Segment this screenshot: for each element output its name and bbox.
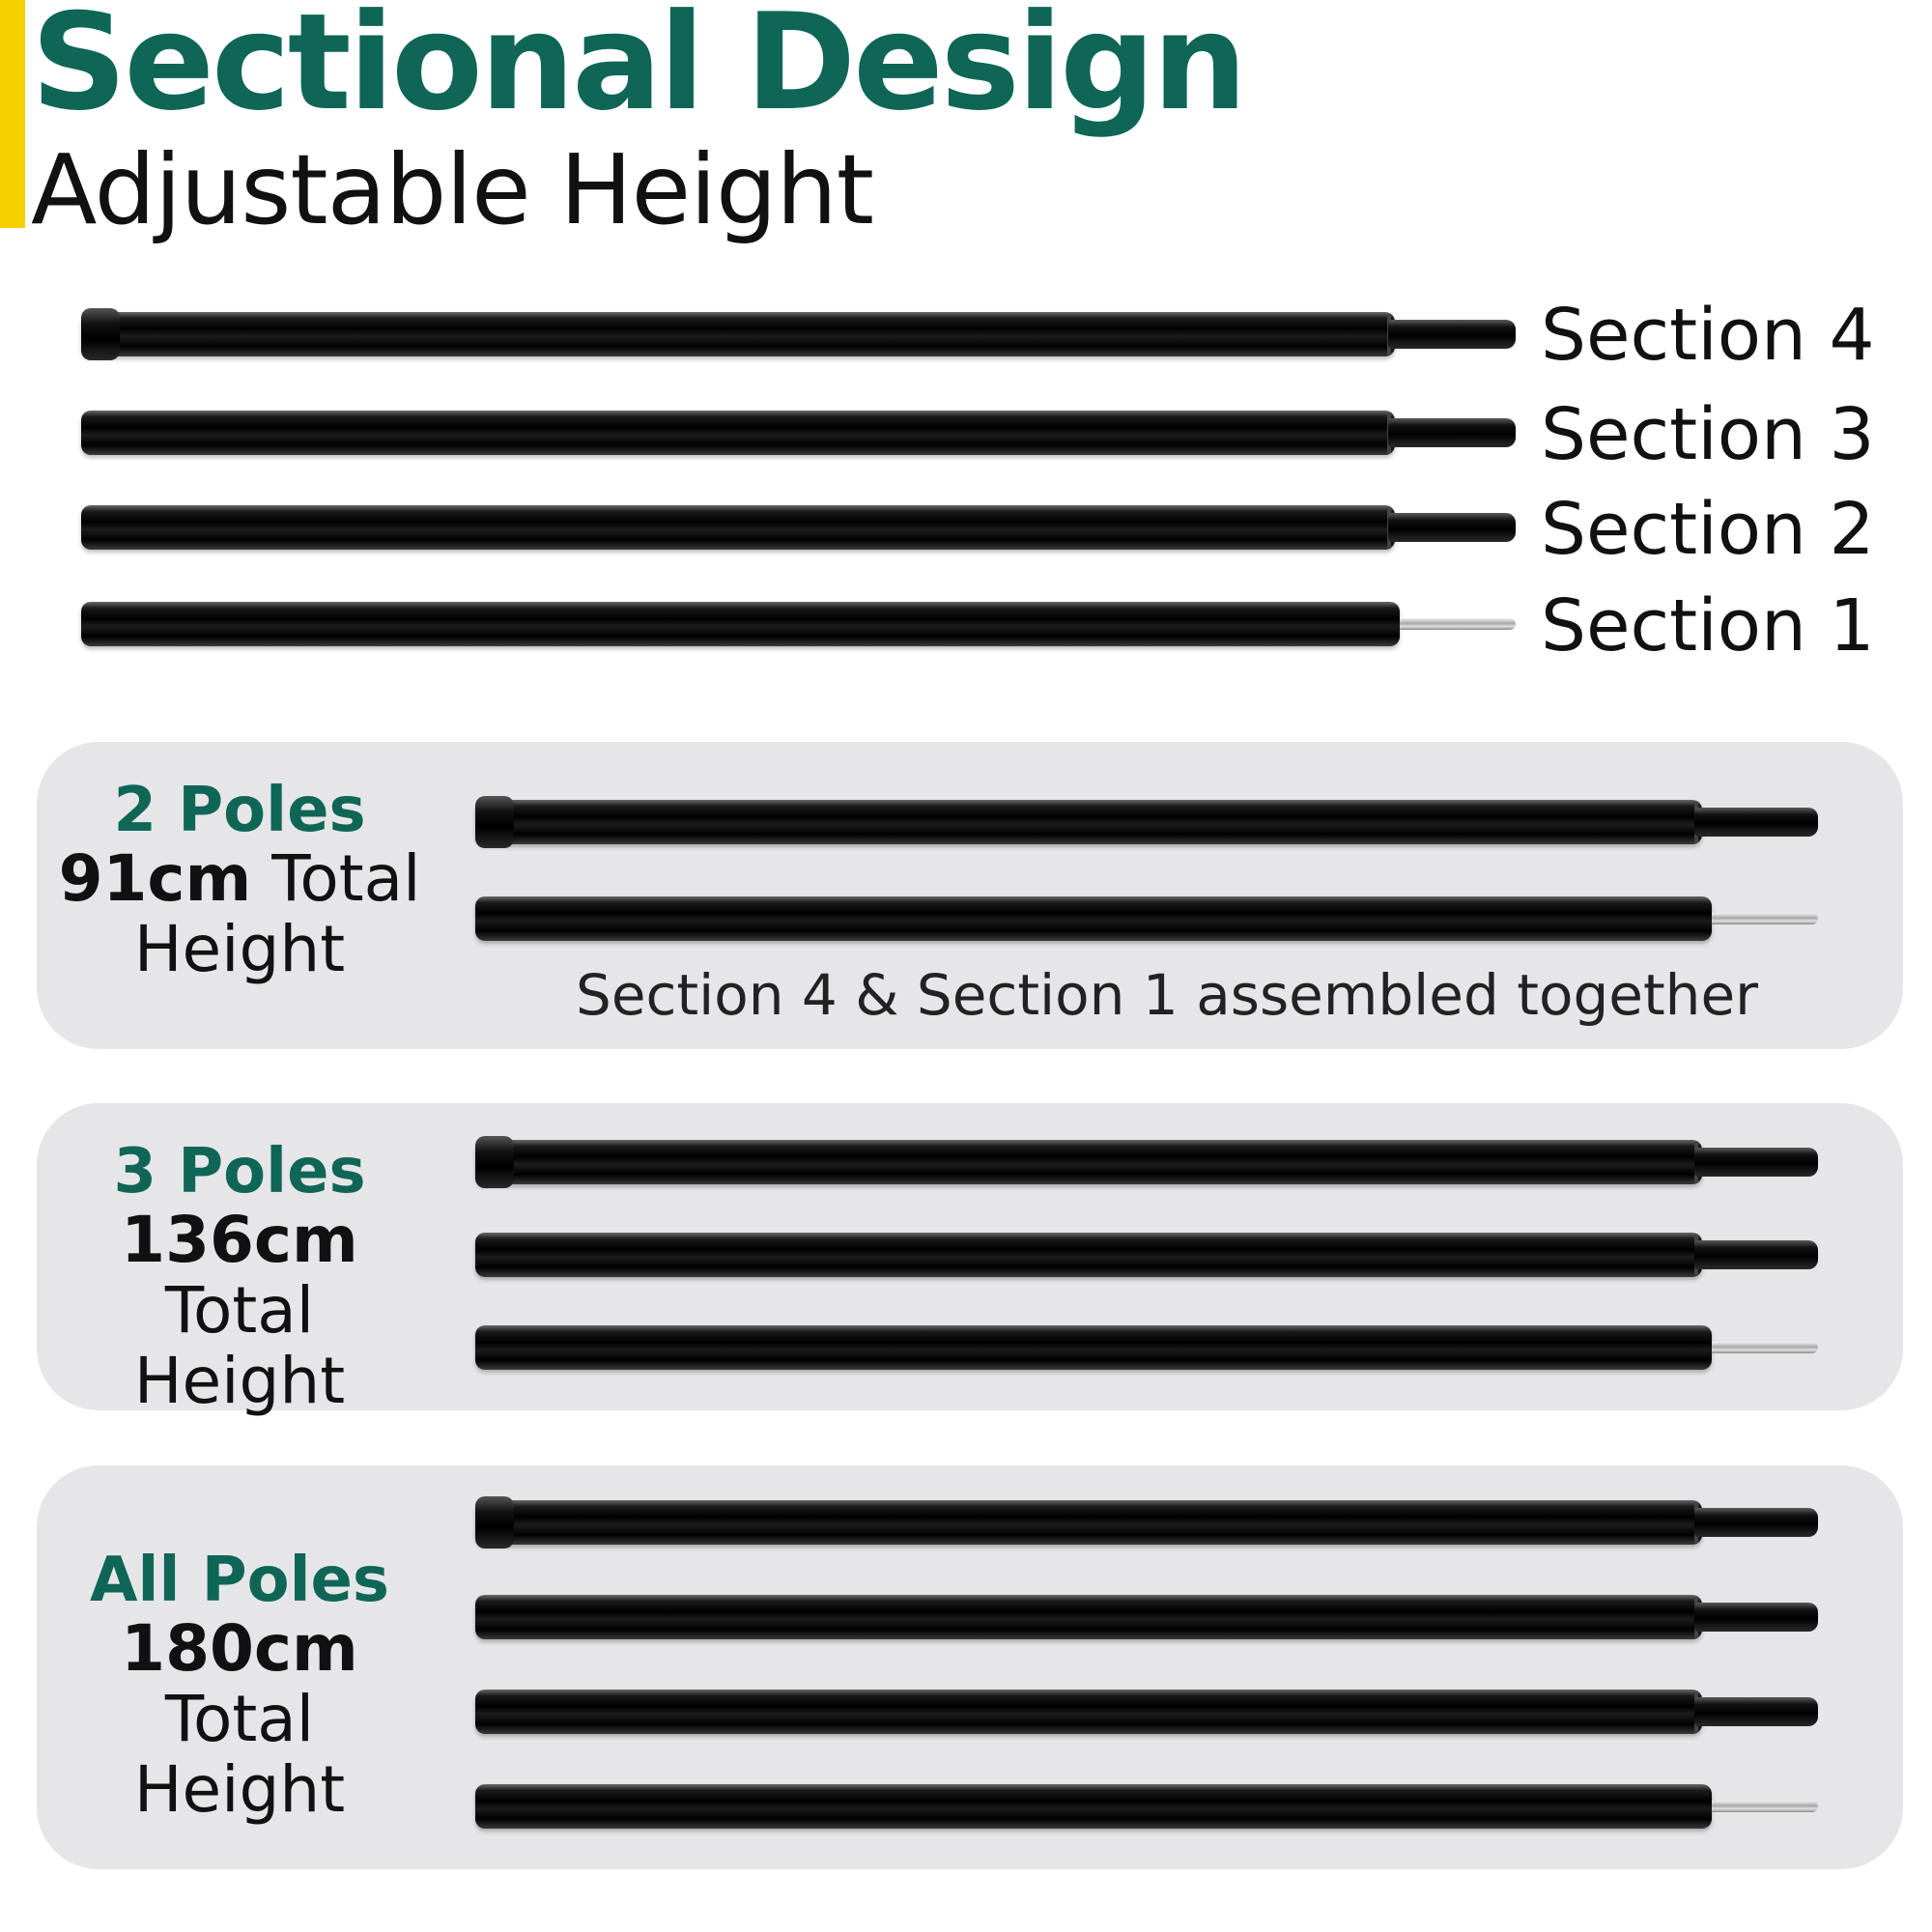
panel-2-poles-text bbox=[37, 777, 442, 985]
panel-total-word: Total bbox=[271, 841, 421, 917]
pole-all-2 bbox=[475, 1595, 1818, 1639]
panel-all-poles bbox=[37, 1465, 1903, 1869]
panel-height-word: Height bbox=[133, 1343, 346, 1418]
pole-all-3 bbox=[475, 1690, 1818, 1734]
pole-section-3 bbox=[81, 411, 1516, 455]
panel-height-word: Height bbox=[133, 1751, 346, 1827]
panel-measure bbox=[37, 1611, 442, 1756]
section-label-4: Section 4 bbox=[1541, 294, 1875, 377]
assembly-caption: Section 4 & Section 1 assembled together bbox=[576, 962, 1758, 1028]
panel-poles-label: 2 Poles bbox=[113, 775, 366, 846]
section-label-2: Section 2 bbox=[1541, 488, 1875, 571]
pole-all-1 bbox=[475, 1500, 1818, 1545]
pole-3-middle bbox=[475, 1233, 1818, 1277]
pole-section-2 bbox=[81, 505, 1516, 550]
panel-3-poles-text bbox=[37, 1138, 442, 1416]
panel-measure-value: 180cm bbox=[121, 1611, 358, 1687]
panel-measure bbox=[37, 841, 442, 917]
section-label-3: Section 3 bbox=[1541, 393, 1875, 476]
panel-total-word: Total bbox=[164, 1272, 315, 1348]
panel-all-poles-text bbox=[37, 1547, 442, 1825]
section-label-1: Section 1 bbox=[1541, 584, 1875, 668]
accent-bar bbox=[0, 0, 25, 228]
pole-all-4 bbox=[475, 1784, 1818, 1829]
panel-2-poles bbox=[37, 742, 1903, 1049]
panel-poles-label: All Poles bbox=[90, 1545, 389, 1616]
panel-measure bbox=[37, 1203, 442, 1348]
panel-measure-value: 91cm bbox=[58, 841, 252, 917]
panel-total-word: Total bbox=[164, 1681, 315, 1756]
pole-3-top bbox=[475, 1140, 1818, 1184]
pole-assembled-top bbox=[475, 800, 1818, 844]
panel-height-word: Height bbox=[133, 911, 346, 986]
panel-3-poles bbox=[37, 1103, 1903, 1418]
pole-section-4 bbox=[81, 312, 1516, 356]
page-subtitle: Adjustable Height bbox=[31, 133, 874, 246]
pole-3-bottom bbox=[475, 1325, 1818, 1370]
panel-poles-label: 3 Poles bbox=[113, 1136, 366, 1208]
panel-measure-value: 136cm bbox=[121, 1203, 358, 1278]
pole-section-1 bbox=[81, 602, 1516, 646]
pole-assembled-bottom bbox=[475, 896, 1818, 941]
page-title: Sectional Design bbox=[31, 0, 1245, 140]
